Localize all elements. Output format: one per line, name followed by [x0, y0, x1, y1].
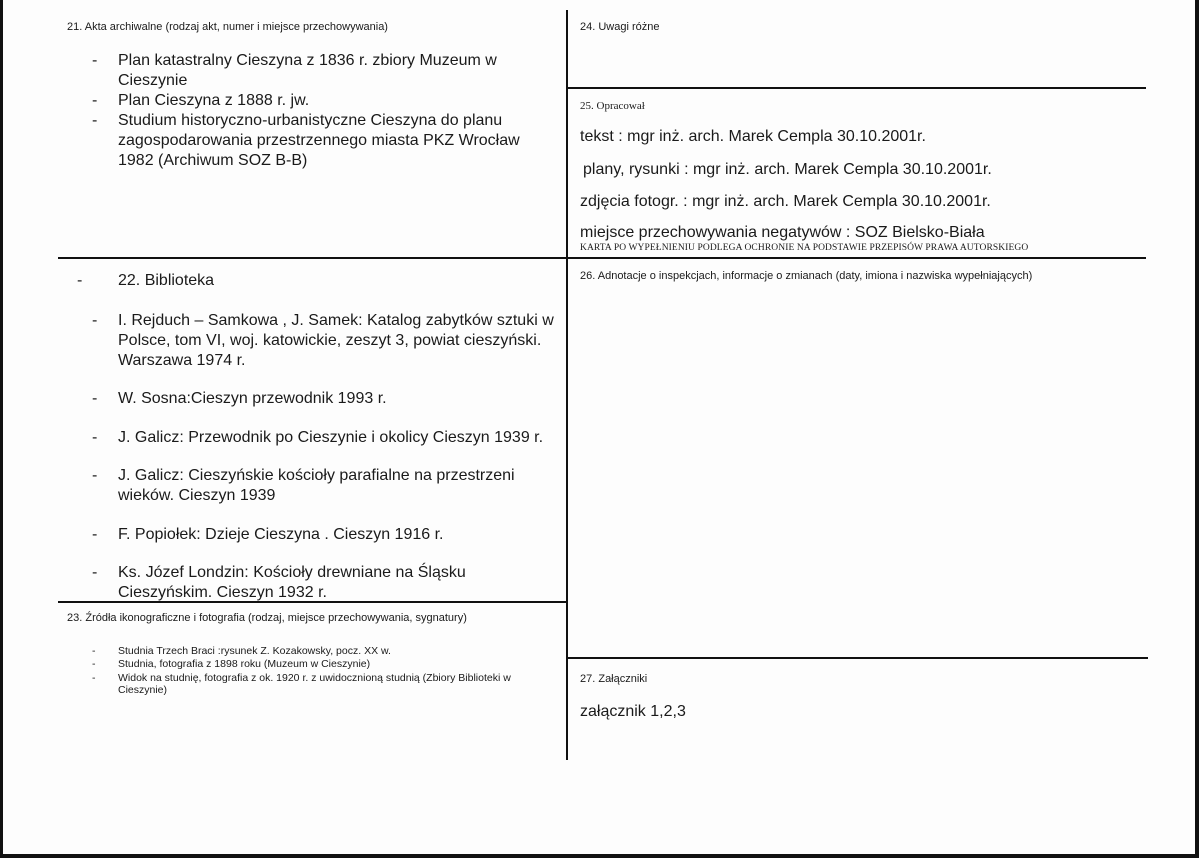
- attachments-value: załącznik 1,2,3: [580, 703, 686, 720]
- list-bullet: -: [92, 526, 98, 543]
- list-bullet: -: [77, 272, 83, 289]
- list-bullet: -: [92, 390, 98, 407]
- list-item: Studnia Trzech Braci :rysunek Z. Kozakowsky, pocz. XX w.: [118, 645, 391, 657]
- section-26-header: 26. Adnotacje o inspekcjach, informacje o zmianach (daty, imiona i nazwiska wypełniających): [580, 270, 1033, 282]
- section-27-header: 27. Załączniki: [580, 673, 648, 685]
- divider-row1: [58, 257, 1146, 259]
- section-21-header: 21. Akta archiwalne (rodzaj akt, numer i miejsce przechowywania): [67, 21, 388, 33]
- list-bullet: -: [92, 658, 96, 670]
- list-item: J. Galicz: Cieszyńskie kościoły parafialne na przestrzeni wieków. Cieszyn 1939: [118, 467, 515, 504]
- section-25-header: 25. Opracował: [580, 100, 645, 112]
- list-bullet: -: [92, 564, 98, 581]
- list-item: Studnia, fotografia z 1898 roku (Muzeum w Cieszynie): [118, 658, 371, 670]
- list-bullet: -: [92, 92, 98, 109]
- list-item: Studium historyczno-urbanistyczne Cieszyna do planu zagospodarowania przestrzennego miasta PKZ Wrocław 1982 (Archiwum SOZ B-B): [118, 112, 520, 169]
- author-plans-line: plany, rysunki : mgr inż. arch. Marek Cempla 30.10.2001r.: [583, 161, 992, 178]
- list-item: F. Popiołek: Dzieje Cieszyna . Cieszyn 1916 r.: [118, 526, 444, 543]
- list-bullet: -: [92, 312, 98, 329]
- list-item: I. Rejduch – Samkowa , J. Samek: Katalog zabytków sztuki w Polsce, tom VI, woj. katowickie, zeszyt 3, powiat cieszyński. Warszawa 1974 r.: [118, 312, 554, 369]
- author-text-line: tekst : mgr inż. arch. Marek Cempla 30.10.2001r.: [580, 128, 926, 145]
- center-divider: [566, 10, 568, 760]
- negatives-location-line: miejsce przechowywania negatywów : SOZ Bielsko-Biała: [580, 224, 985, 241]
- list-item: Ks. Józef Londzin: Kościoły drewniane na Śląsku Cieszyńskim. Cieszyn 1932 r.: [118, 564, 466, 601]
- author-photos-line: zdjęcia fotogr. : mgr inż. arch. Marek Cempla 30.10.2001r.: [580, 193, 991, 210]
- section-22-header: 22. Biblioteka: [118, 272, 215, 289]
- list-bullet: -: [92, 467, 98, 484]
- list-item: W. Sosna:Cieszyn przewodnik 1993 r.: [118, 390, 387, 407]
- section-24-header: 24. Uwagi różne: [580, 21, 660, 33]
- list-item: Plan Cieszyna z 1888 r. jw.: [118, 92, 310, 109]
- divider-24-25: [568, 87, 1146, 89]
- list-item: Widok na studnię, fotografia z ok. 1920 r. z uwidocznioną studnią (Zbiory Biblioteki w Cieszynie): [118, 672, 511, 696]
- list-bullet: -: [92, 112, 98, 129]
- list-bullet: -: [92, 429, 98, 446]
- section-23-header: 23. Źródła ikonograficzne i fotografia (rodzaj, miejsce przechowywania, sygnatury): [67, 612, 467, 624]
- list-bullet: -: [92, 52, 98, 69]
- list-item: Plan katastralny Cieszyna z 1836 r. zbiory Muzeum w Cieszynie: [118, 52, 497, 89]
- copyright-note: KARTA PO WYPEŁNIENIU PODLEGA OCHRONIE NA PODSTAWIE PRZEPISÓW PRAWA AUTORSKIEGO: [580, 243, 1029, 253]
- divider-26-27: [568, 657, 1148, 659]
- list-bullet: -: [92, 645, 96, 657]
- list-bullet: -: [92, 672, 96, 684]
- list-item: J. Galicz: Przewodnik po Cieszynie i okolicy Cieszyn 1939 r.: [118, 429, 544, 446]
